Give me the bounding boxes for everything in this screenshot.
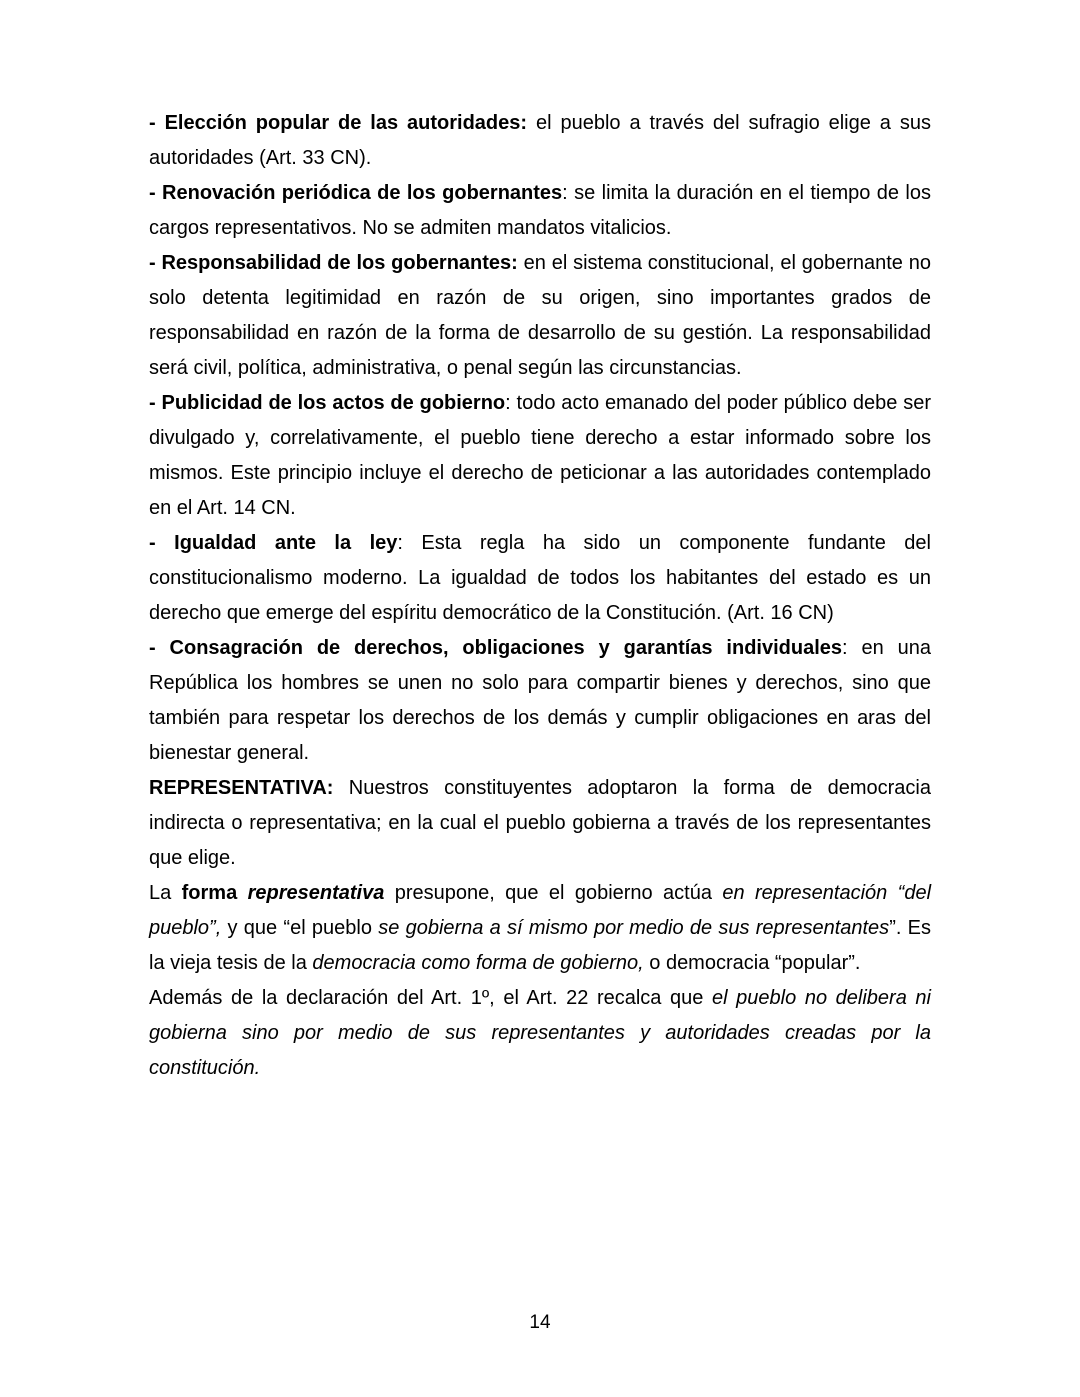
document-body: [149, 106, 931, 1086]
text-run: - Consagración de derechos, obligaciones y garantías individuales: [149, 637, 843, 659]
paragraph: [149, 526, 931, 631]
text-run: y que “el pueblo: [221, 917, 379, 939]
paragraph: [149, 246, 931, 386]
text-run: en el sistema constitucional, el gobernante no solo detenta legitimidad en razón de su origen, sino importantes grados de responsabilidad en razón de la forma de desarrollo de su gestión. La responsabilidad será civil, política, administrativa, o penal según las circunstancias.: [149, 252, 931, 379]
text-run: Además de la declaración del Art. 1º, el Art. 22 recalca que: [149, 987, 712, 1009]
paragraph: [149, 876, 931, 981]
text-run: - Igualdad ante la ley: [149, 532, 398, 554]
text-run: La: [149, 882, 182, 904]
text-run: forma: [181, 882, 248, 904]
paragraph: [149, 106, 931, 176]
text-run: el pueblo no delibera ni gobierna sino por medio de sus representantes y autoridades creadas por la constitución.: [149, 987, 931, 1079]
text-run: ”. Es la vieja tesis de la: [149, 917, 931, 974]
paragraph: [149, 631, 931, 771]
page-number: 14: [529, 1312, 551, 1333]
text-run: : se limita la duración en el tiempo de los cargos representativos. No se admiten mandatos vitalicios.: [149, 182, 931, 239]
text-run: REPRESENTATIVA:: [149, 777, 334, 799]
text-run: - Publicidad de los actos de gobierno: [149, 392, 506, 414]
text-run: : Esta regla ha sido un componente fundante del constitucionalismo moderno. La igualdad de todos los habitantes del estado es un derecho que emerge del espíritu democrático de la Constitución. (Art. 16 CN): [149, 532, 931, 624]
paragraph: [149, 176, 931, 246]
text-run: se gobierna a sí mismo por medio de sus representantes: [378, 917, 890, 939]
text-run: - Responsabilidad de los gobernantes:: [149, 252, 518, 274]
text-run: : en una República los hombres se unen no solo para compartir bienes y derechos, sino que también para respetar los derechos de los demás y cumplir obligaciones en aras del bienestar general.: [149, 637, 931, 764]
paragraph: [149, 771, 931, 876]
text-run: - Renovación periódica de los gobernantes: [149, 182, 563, 204]
text-run: Nuestros constituyentes adoptaron la forma de democracia indirecta o representativa; en la cual el pueblo gobierna a través de los representantes que elige.: [149, 777, 931, 869]
paragraph: [149, 386, 931, 526]
paragraph: [149, 981, 931, 1086]
text-run: o democracia “popular”.: [643, 952, 861, 974]
text-run: : todo acto emanado del poder público debe ser divulgado y, correlativamente, el pueblo tiene derecho a estar informado sobre los mismos. Este principio incluye el derecho de peticionar a las autoridades contemplado en el Art. 14 CN.: [149, 392, 931, 519]
text-run: - Elección popular de las autoridades:: [149, 112, 528, 134]
text-run: en representación “del pueblo”,: [149, 882, 932, 939]
text-run: el pueblo a través del sufragio elige a sus autoridades (Art. 33 CN).: [149, 112, 931, 169]
text-run: democracia como forma de gobierno,: [312, 952, 644, 974]
text-run: presupone, que el gobierno actúa: [384, 882, 723, 904]
text-run: representativa: [247, 882, 385, 904]
